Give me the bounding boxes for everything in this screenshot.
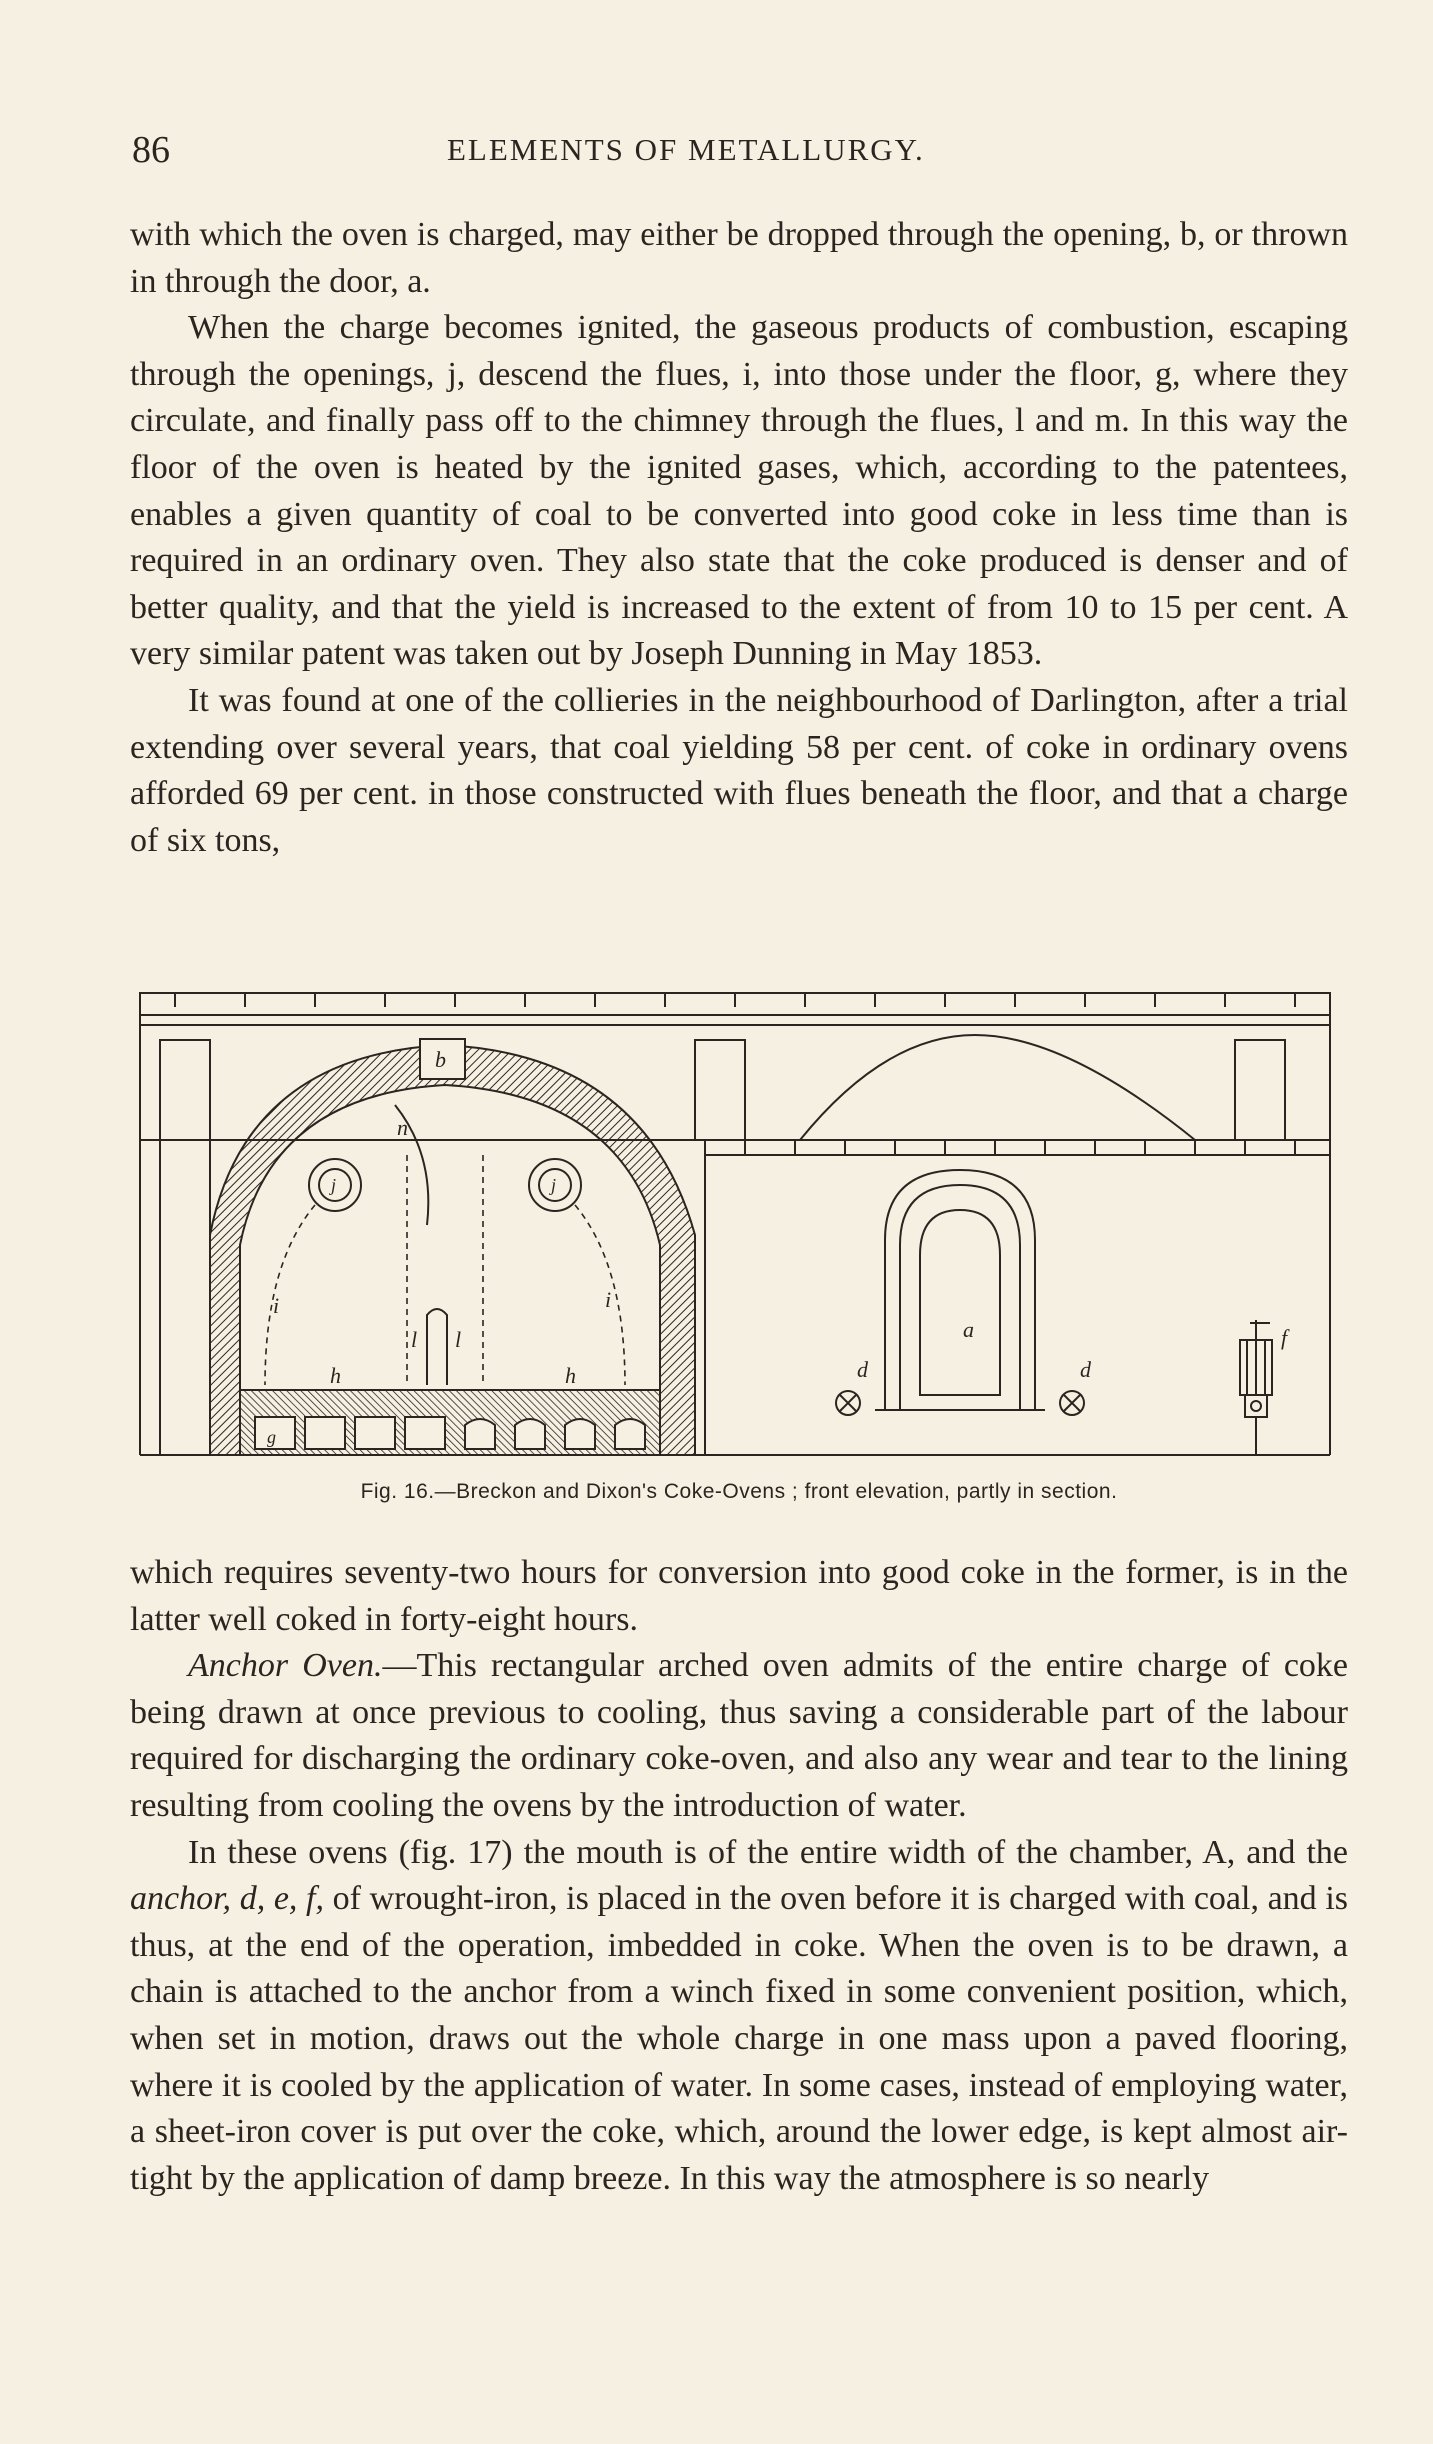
label-h1: h	[330, 1363, 341, 1388]
oven-door	[875, 1170, 1045, 1410]
pillar	[1235, 1040, 1285, 1140]
label-a: a	[963, 1317, 974, 1342]
label-g: g	[267, 1427, 276, 1447]
bottom-text	[130, 1550, 1348, 2202]
label-l2: l	[455, 1327, 462, 1352]
openings-j	[309, 1159, 581, 1211]
coping-joints	[175, 993, 1295, 1007]
top-text	[130, 212, 1348, 864]
label-f: f	[1281, 1325, 1288, 1350]
page-header	[132, 128, 1347, 180]
coke-oven-drawing	[135, 985, 1335, 1465]
paragraph: It was found at one of the collieries in the neighbourhood of Darlington, after a trial extending over several years, that coal yielding 58 per cent. of coke in ordinary ovens afforded 69 per cent. in those constructed with flues beneath the floor, and that a charge of six tons,	[130, 681, 1348, 859]
figure-coke-ovens	[135, 985, 1335, 1465]
label-l1: l	[411, 1327, 418, 1352]
paragraph: which requires seventy-two hours for conversion into good coke in the former, is in the latter well coked in forty-eight hours.	[130, 1554, 1348, 1638]
paragraph-body: of wrought-iron, is placed in the oven before it is charged with coal, and is thus, at the end of the operation, imbedded in coke. When the oven is to be drawn, a chain is attached to the anchor from a winch fixed in some convenient position, which, when set in motion, draws out the whole charge in one mass upon a paved flooring, where it is cooled by the application of water. In some cases, instead of employing water, a sheet-iron cover is put over the coke, which, around the lower edge, is kept almost air-tight by the application of damp breeze. In this way the atmosphere is so nearly	[130, 1880, 1348, 2197]
label-d1: d	[857, 1357, 868, 1382]
label-b: b	[435, 1047, 446, 1072]
label-i2: i	[605, 1287, 612, 1312]
section-title: Anchor Oven.	[188, 1647, 383, 1685]
label-j2: j	[551, 1175, 557, 1195]
paragraph-body: —This rectangular arched oven admits of the entire charge of coke being drawn at once previous to cooling, thus saving a considerable part of the labour required for discharging the ordinary coke-oven, and also any wear and tear to the lining resulting from cooling the ovens by the introduction of water.	[130, 1647, 1349, 1824]
pillar	[160, 1040, 210, 1455]
label-j1: j	[331, 1175, 337, 1195]
central-flue	[427, 1309, 447, 1385]
paragraph: with which the oven is charged, may either be dropped through the opening, b, or thrown in through the door, a.	[130, 216, 1348, 300]
label-n: n	[397, 1115, 408, 1140]
paragraph-anchor-oven	[130, 1643, 1348, 1829]
label-i1: i	[273, 1293, 280, 1318]
pillar	[695, 1040, 745, 1140]
oven-floor	[240, 1390, 660, 1455]
right-dome	[800, 1035, 1195, 1140]
page-number: 86	[132, 129, 170, 171]
label-h2: h	[565, 1363, 576, 1388]
paragraph-start: In these ovens (fig. 17) the mouth is of the entire width of the chamber, A, and the	[188, 1833, 1348, 1871]
paragraph: When the charge becomes ignited, the gaseous products of combustion, escaping through the openings, j, descend the flues, i, into those under the floor, g, where they circulate, and finally pass off to the chimney through the flues, l and m. In this way the floor of the oven is heated by the ignited gases, which, according to the patentees, enables a given quantity of coal to be converted into good coke in less time than is required in an ordinary oven. They also state that the coke produced is denser and of better quality, and that the yield is increased to the extent of from 10 to 15 per cent. A very similar patent was taken out by Joseph Dunning in May 1853.	[130, 309, 1348, 673]
label-d2: d	[1080, 1357, 1091, 1382]
anchor-term: anchor, d, e, f,	[130, 1880, 325, 1918]
paragraph	[130, 1830, 1348, 2203]
damper-f	[1240, 1320, 1272, 1455]
figure-caption: Fig. 16.—Breckon and Dixon's Coke-Ovens ; front elevation, partly in section.	[360, 1480, 1118, 1503]
running-head: ELEMENTS OF METALLURGY.	[447, 132, 925, 167]
